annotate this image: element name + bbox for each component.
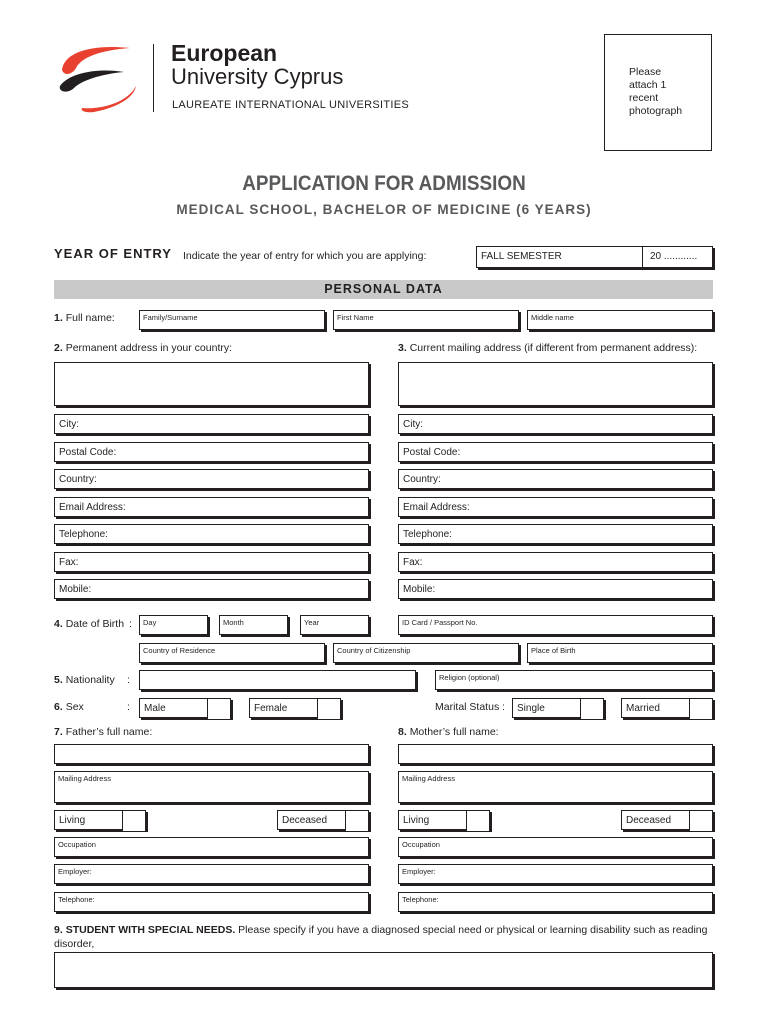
field-label: Postal Code: xyxy=(403,447,461,458)
field-label: City: xyxy=(403,419,423,430)
mother-telephone-field[interactable] xyxy=(398,892,713,912)
marital-status-label: Marital Status xyxy=(435,701,500,713)
telephone-hint: Telephone: xyxy=(58,895,95,904)
q9-heading: STUDENT WITH SPECIAL NEEDS. xyxy=(65,924,236,936)
employer-hint: Employer: xyxy=(58,867,92,876)
logo-title: European xyxy=(171,40,278,66)
right-telephone-field[interactable] xyxy=(398,524,713,544)
dob-year-field[interactable] xyxy=(300,615,369,635)
field-label: Telephone: xyxy=(59,529,108,540)
living-label: Living xyxy=(59,815,86,826)
mailing-address-field[interactable] xyxy=(398,362,713,406)
mother-living-option[interactable] xyxy=(398,810,490,830)
logo-subtitle: University Cyprus xyxy=(171,64,344,89)
photo-line: photograph xyxy=(629,105,683,117)
field-label: Fax: xyxy=(403,557,423,568)
single-label: Single xyxy=(517,703,545,714)
telephone-hint: Telephone: xyxy=(402,895,439,904)
field-label: Country: xyxy=(403,474,441,485)
q8-label: 8. Mother’s full name: xyxy=(398,726,499,738)
employer-hint: Employer: xyxy=(402,867,436,876)
mother-living-checkbox[interactable] xyxy=(466,810,490,832)
sex-female-option[interactable] xyxy=(249,698,341,718)
semester-value: FALL SEMESTER xyxy=(481,251,562,262)
section-title: PERSONAL DATA xyxy=(324,282,443,296)
dob-month-field[interactable] xyxy=(219,615,288,635)
field-label: Postal Code: xyxy=(59,447,117,458)
photo-line: recent xyxy=(629,92,659,104)
mother-name-field[interactable] xyxy=(398,744,713,764)
id-hint: ID Card / Passport No. xyxy=(402,618,478,627)
left-telephone-field[interactable] xyxy=(54,524,369,544)
year-of-entry-label: YEAR OF ENTRY xyxy=(54,246,172,261)
middlename-field[interactable] xyxy=(527,310,713,330)
left-email-field[interactable] xyxy=(54,497,369,517)
left-country-field[interactable] xyxy=(54,469,369,489)
field-label: Mobile: xyxy=(403,584,436,595)
mailing-hint: Mailing Address xyxy=(402,774,455,783)
left-city-field[interactable] xyxy=(54,414,369,434)
mailing-hint: Mailing Address xyxy=(58,774,111,783)
field-label: Country: xyxy=(59,474,97,485)
surname-hint: Family/Surname xyxy=(143,313,198,322)
section-bar xyxy=(54,280,713,299)
logo-divider xyxy=(153,44,154,112)
nationality-field[interactable] xyxy=(139,670,416,690)
permanent-address-field[interactable] xyxy=(54,362,369,406)
single-checkbox[interactable] xyxy=(580,698,604,720)
q9-line1: Please specify if you have a diagnosed special need or physical or learning disability such as reading disorder, xyxy=(54,924,708,950)
photo-line: attach 1 xyxy=(629,79,667,91)
father-deceased-checkbox[interactable] xyxy=(345,810,369,832)
living-label: Living xyxy=(403,815,430,826)
page-title: APPLICATION FOR ADMISSION xyxy=(242,172,526,195)
occupation-hint: Occupation xyxy=(58,840,96,849)
father-deceased-option[interactable] xyxy=(277,810,369,830)
q4-colon: : xyxy=(129,618,132,630)
father-occupation-field[interactable] xyxy=(54,837,369,857)
deceased-label: Deceased xyxy=(626,815,672,826)
mother-deceased-option[interactable] xyxy=(621,810,713,830)
year-value: 20 ............ xyxy=(650,251,698,262)
male-label: Male xyxy=(144,703,166,714)
q2-label: 2. Permanent address in your country: xyxy=(54,342,233,354)
marital-colon: : xyxy=(502,701,505,713)
year-hint: Year xyxy=(304,618,320,627)
firstname-hint: First Name xyxy=(337,313,374,322)
photo-box xyxy=(604,34,712,151)
mother-occupation-field[interactable] xyxy=(398,837,713,857)
citizenship-hint: Country of Citizenship xyxy=(337,646,411,655)
marital-single-option[interactable] xyxy=(512,698,604,718)
month-hint: Month xyxy=(223,618,244,627)
mother-employer-field[interactable] xyxy=(398,864,713,884)
father-living-checkbox[interactable] xyxy=(122,810,146,832)
female-label: Female xyxy=(254,703,288,714)
father-living-option[interactable] xyxy=(54,810,146,830)
birthplace-field[interactable] xyxy=(527,643,713,663)
father-telephone-field[interactable] xyxy=(54,892,369,912)
mother-deceased-checkbox[interactable] xyxy=(689,810,713,832)
residence-hint: Country of Residence xyxy=(143,646,216,655)
right-city-field[interactable] xyxy=(398,414,713,434)
residence-field[interactable] xyxy=(139,643,325,663)
page-subtitle: MEDICAL SCHOOL, BACHELOR OF MEDICINE (6 YEARS) xyxy=(176,202,592,217)
right-mobile-field[interactable] xyxy=(398,579,713,599)
deceased-label: Deceased xyxy=(282,815,328,826)
semester-field[interactable] xyxy=(476,246,713,268)
occupation-hint: Occupation xyxy=(402,840,440,849)
field-label: Telephone: xyxy=(403,529,452,540)
year-of-entry-instruction: Indicate the year of entry for which you are applying: xyxy=(183,250,427,262)
q6-colon: : xyxy=(127,701,130,713)
right-email-field[interactable] xyxy=(398,497,713,517)
father-name-field[interactable] xyxy=(54,744,369,764)
married-checkbox[interactable] xyxy=(689,698,713,720)
q3-label: 3. Current mailing address (if different from permanent address): xyxy=(398,342,698,354)
id-passport-field[interactable] xyxy=(398,615,713,635)
married-label: Married xyxy=(626,703,660,714)
field-label: Email Address: xyxy=(403,502,470,513)
mother-mailing-field[interactable] xyxy=(398,771,713,803)
q5-label: 5. Nationality xyxy=(54,674,115,686)
dob-day-field[interactable] xyxy=(139,615,208,635)
father-mailing-field[interactable] xyxy=(54,771,369,803)
q4-label: 4. Date of Birth xyxy=(54,618,125,630)
right-fax-field[interactable] xyxy=(398,552,713,572)
left-mobile-field[interactable] xyxy=(54,579,369,599)
left-postal-field[interactable] xyxy=(54,442,369,462)
special-needs-field[interactable] xyxy=(54,952,713,988)
field-label: Mobile: xyxy=(59,584,92,595)
q5-colon: : xyxy=(127,674,130,686)
photo-line: Please xyxy=(629,66,662,78)
birthplace-hint: Place of Birth xyxy=(531,646,576,655)
field-label: Email Address: xyxy=(59,502,126,513)
field-label: City: xyxy=(59,419,79,430)
right-postal-field[interactable] xyxy=(398,442,713,462)
religion-field[interactable] xyxy=(435,670,713,690)
logo-icon xyxy=(52,42,142,114)
firstname-field[interactable] xyxy=(333,310,519,330)
logo-tagline: LAUREATE INTERNATIONAL UNIVERSITIES xyxy=(172,99,410,111)
female-checkbox[interactable] xyxy=(317,698,341,720)
q7-label: 7. Father’s full name: xyxy=(54,726,153,738)
right-country-field[interactable] xyxy=(398,469,713,489)
q1-label: 1. Full name: xyxy=(54,312,115,324)
surname-field[interactable] xyxy=(139,310,325,330)
marital-married-option[interactable] xyxy=(621,698,713,718)
middlename-hint: Middle name xyxy=(531,313,574,322)
field-label: Fax: xyxy=(59,557,79,568)
q9-num: 9. xyxy=(54,924,63,936)
sex-male-option[interactable] xyxy=(139,698,231,718)
religion-hint: Religion (optional) xyxy=(439,673,500,682)
male-checkbox[interactable] xyxy=(207,698,231,720)
father-employer-field[interactable] xyxy=(54,864,369,884)
day-hint: Day xyxy=(143,618,157,627)
q6-label: 6. Sex xyxy=(54,701,84,713)
citizenship-field[interactable] xyxy=(333,643,519,663)
left-fax-field[interactable] xyxy=(54,552,369,572)
